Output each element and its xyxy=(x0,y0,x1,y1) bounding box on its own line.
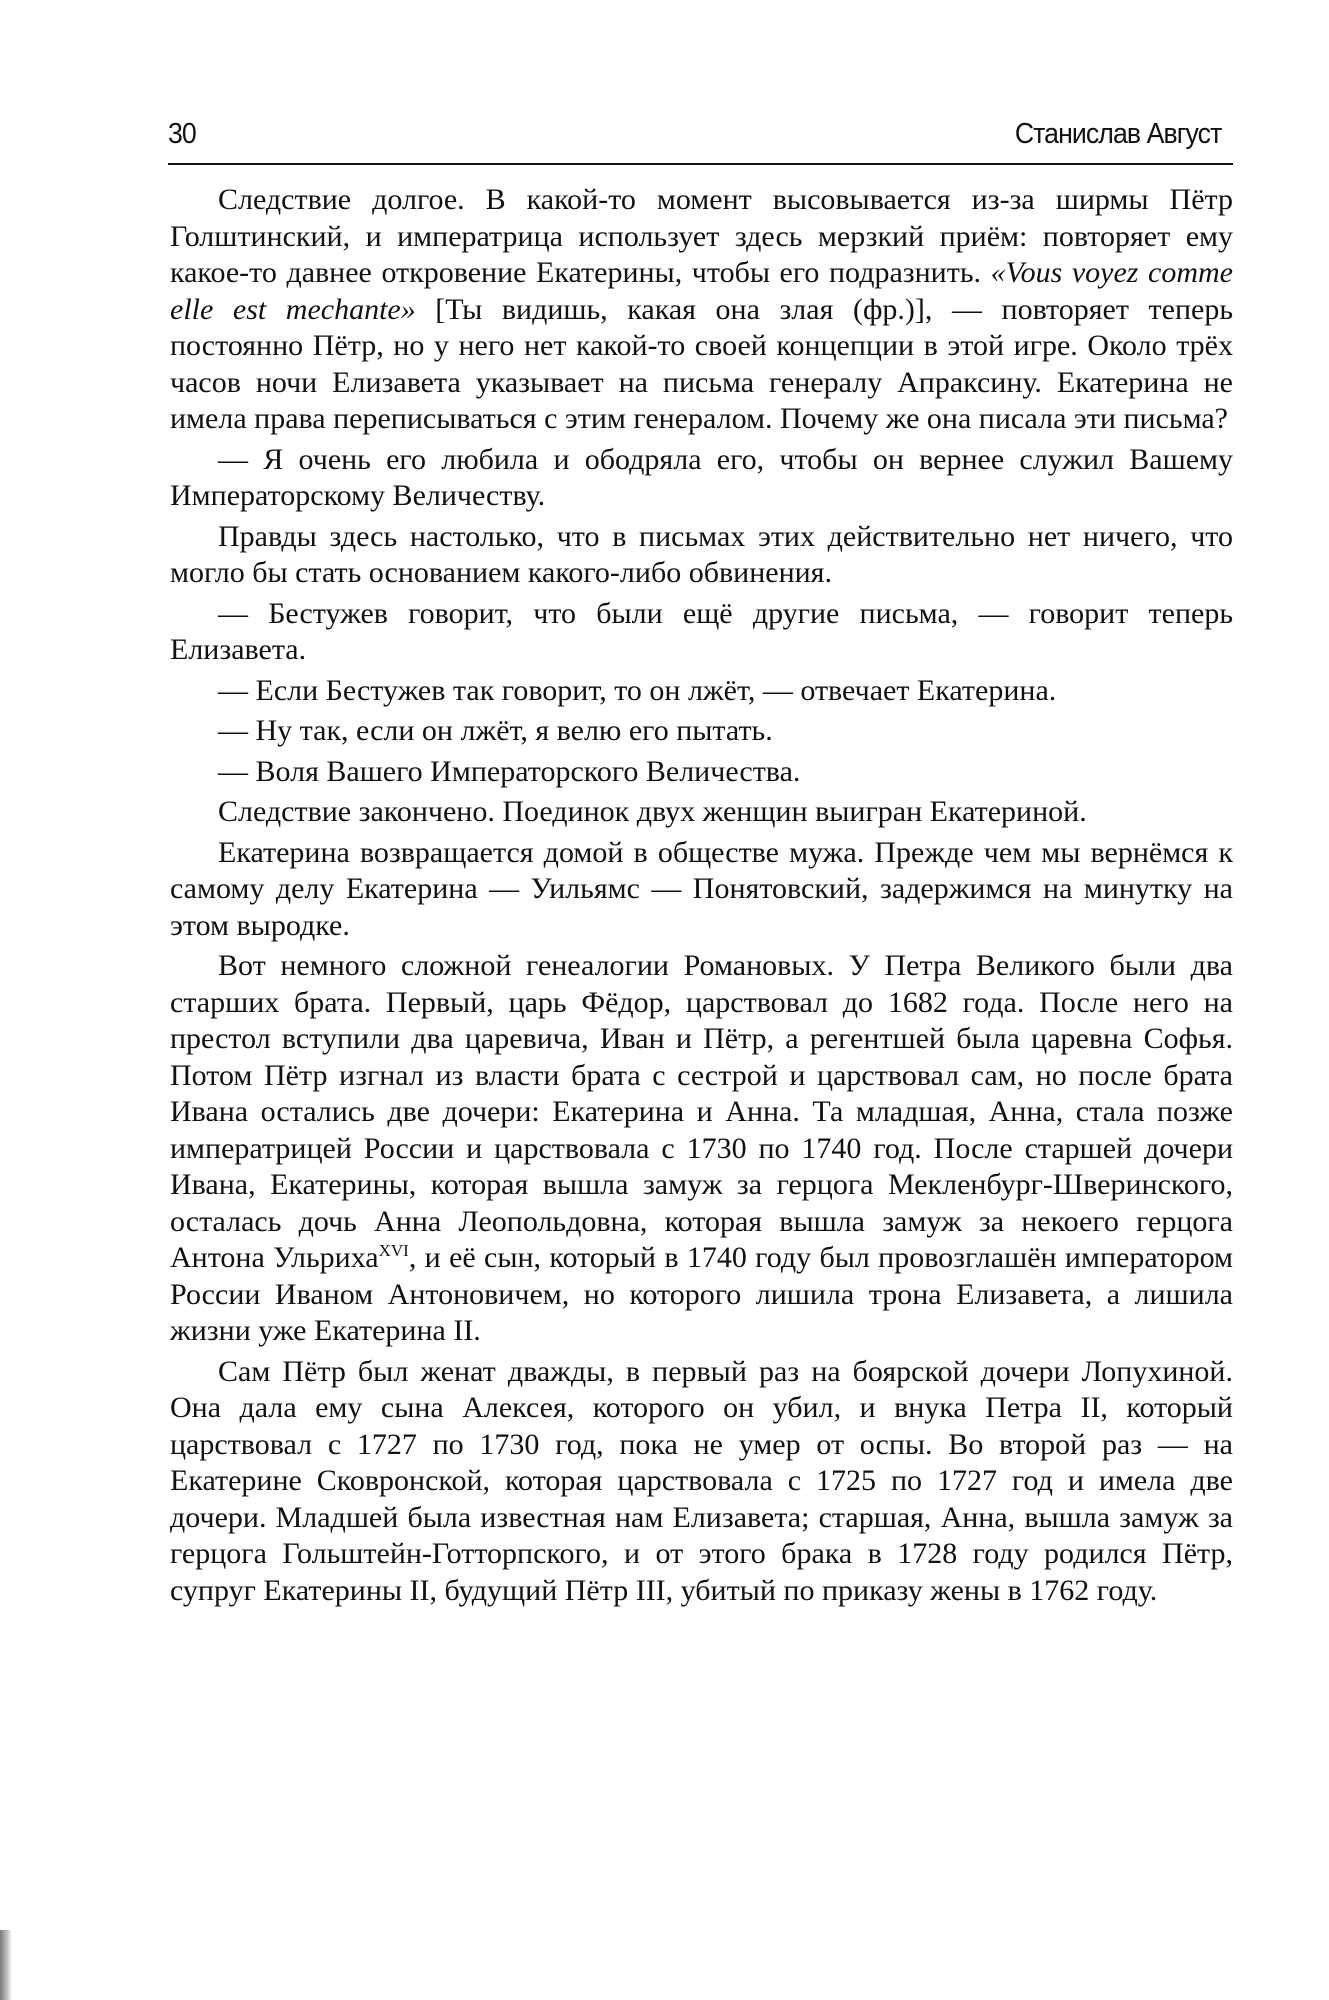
dialogue-line: — Ну так, если он лжёт, я велю его пытать. xyxy=(218,714,773,747)
paragraph: Правды здесь настолько, что в письмах этих действительно нет ничего, что могло бы стать основанием какого-либо обвинения. xyxy=(170,519,1233,589)
running-head xyxy=(168,118,1222,162)
paragraph-investigation xyxy=(170,182,1233,438)
paragraph-text: Следствие долгое. В какой-то момент высовывается из-за ширмы Пётр Голштинский, и императрица использует здесь мерзкий приём: повторяет ему какое-то давнее откровение Екатерины, чтобы его подразнить. xyxy=(170,183,1233,289)
endnote-ref: XVI xyxy=(378,1241,409,1260)
page-number: 30 xyxy=(168,118,196,150)
dialogue-line: — Бестужев говорит, что были ещё другие письма, — говорит теперь Елизавета. xyxy=(170,596,1233,666)
paragraph: Сам Пётр был женат дважды, в первый раз на боярской дочери Лопухиной. Она дала ему сына Алексея, которого он убил, и внука Петра II, который царствовал с 1727 по 1730 год, пока не умер от оспы. Во второй раз — на Екатерине Сковронской, которая царствовала с 1725 по 1727 год и имела две дочери. Младшей была известная нам Елизавета; старшая, Анна, вышла замуж за герцога Гольштейн-Готторпского, и от этого брака в 1728 году родился Пётр, супруг Екатерины II, будущий Пётр III, убитый по приказу жены в 1762 году. xyxy=(170,1354,1233,1607)
dialogue-line: — Воля Вашего Императорского Величества. xyxy=(218,754,801,788)
paragraph-text: , и её сын, который в 1740 году был провозглашён императором России Иваном Антоновичем, но которого лишила трона Елизавета, а лишила жизни уже Екатерина II. xyxy=(170,1241,1233,1347)
header-rule xyxy=(168,163,1233,165)
dialogue-line: — Я очень его любила и ободряла его, чтобы он вернее служил Вашему Императорскому Величеству. xyxy=(170,442,1233,512)
dialogue-line: — Если Бестужев так говорит, то он лжёт, — отвечает Екатерина. xyxy=(218,673,1057,707)
paragraph: Екатерина возвращается домой в обществе мужа. Прежде чем мы вернёмся к самому делу Екатерина — Уильямс — Понятовский, задержимся на минутку на этом выродке. xyxy=(170,835,1233,942)
body-text xyxy=(170,182,1233,1613)
paragraph: Следствие закончено. Поединок двух женщин выигран Екатериной. xyxy=(218,795,1087,828)
running-title: Станислав Август xyxy=(1014,118,1222,150)
french-quote: «Vous voyez comme elle est mechante» xyxy=(170,256,1233,326)
paragraph-text: [Ты видишь, какая она злая (фр.)], — повторяет теперь постоянно Пётр, но у него нет какой-то своей концепции в этой игре. Около трёх часов ночи Елизавета указывает на письма генералу Апраксину. Екатерина не имела права переписываться с этим генералом. Почему же она писала эти письма? xyxy=(170,292,1233,435)
scan-shadow xyxy=(0,1930,12,2000)
paragraph-text: Вот немного сложной генеалогии Романовых. У Петра Великого были два старших брата. Первый, царь Фёдор, царствовал до 1682 года. После него на престол вступили два царевича, Иван и Пётр, а регентшей была царевна Софья. Потом Пётр изгнал из власти брата с сестрой и царствовал сам, но после брата Ивана остались две дочери: Екатерина и Анна. Та младшая, Анна, стала позже императрицей России и царствовала с 1730 по 1740 год. После старшей дочери Ивана, Екатерины, которая вышла замуж за герцога Мекленбург-Шверинского, осталась дочь Анна Леопольдовна, которая вышла замуж за некоего герцога Антона Ульриха xyxy=(170,949,1233,1274)
paragraph-genealogy xyxy=(170,948,1233,1350)
